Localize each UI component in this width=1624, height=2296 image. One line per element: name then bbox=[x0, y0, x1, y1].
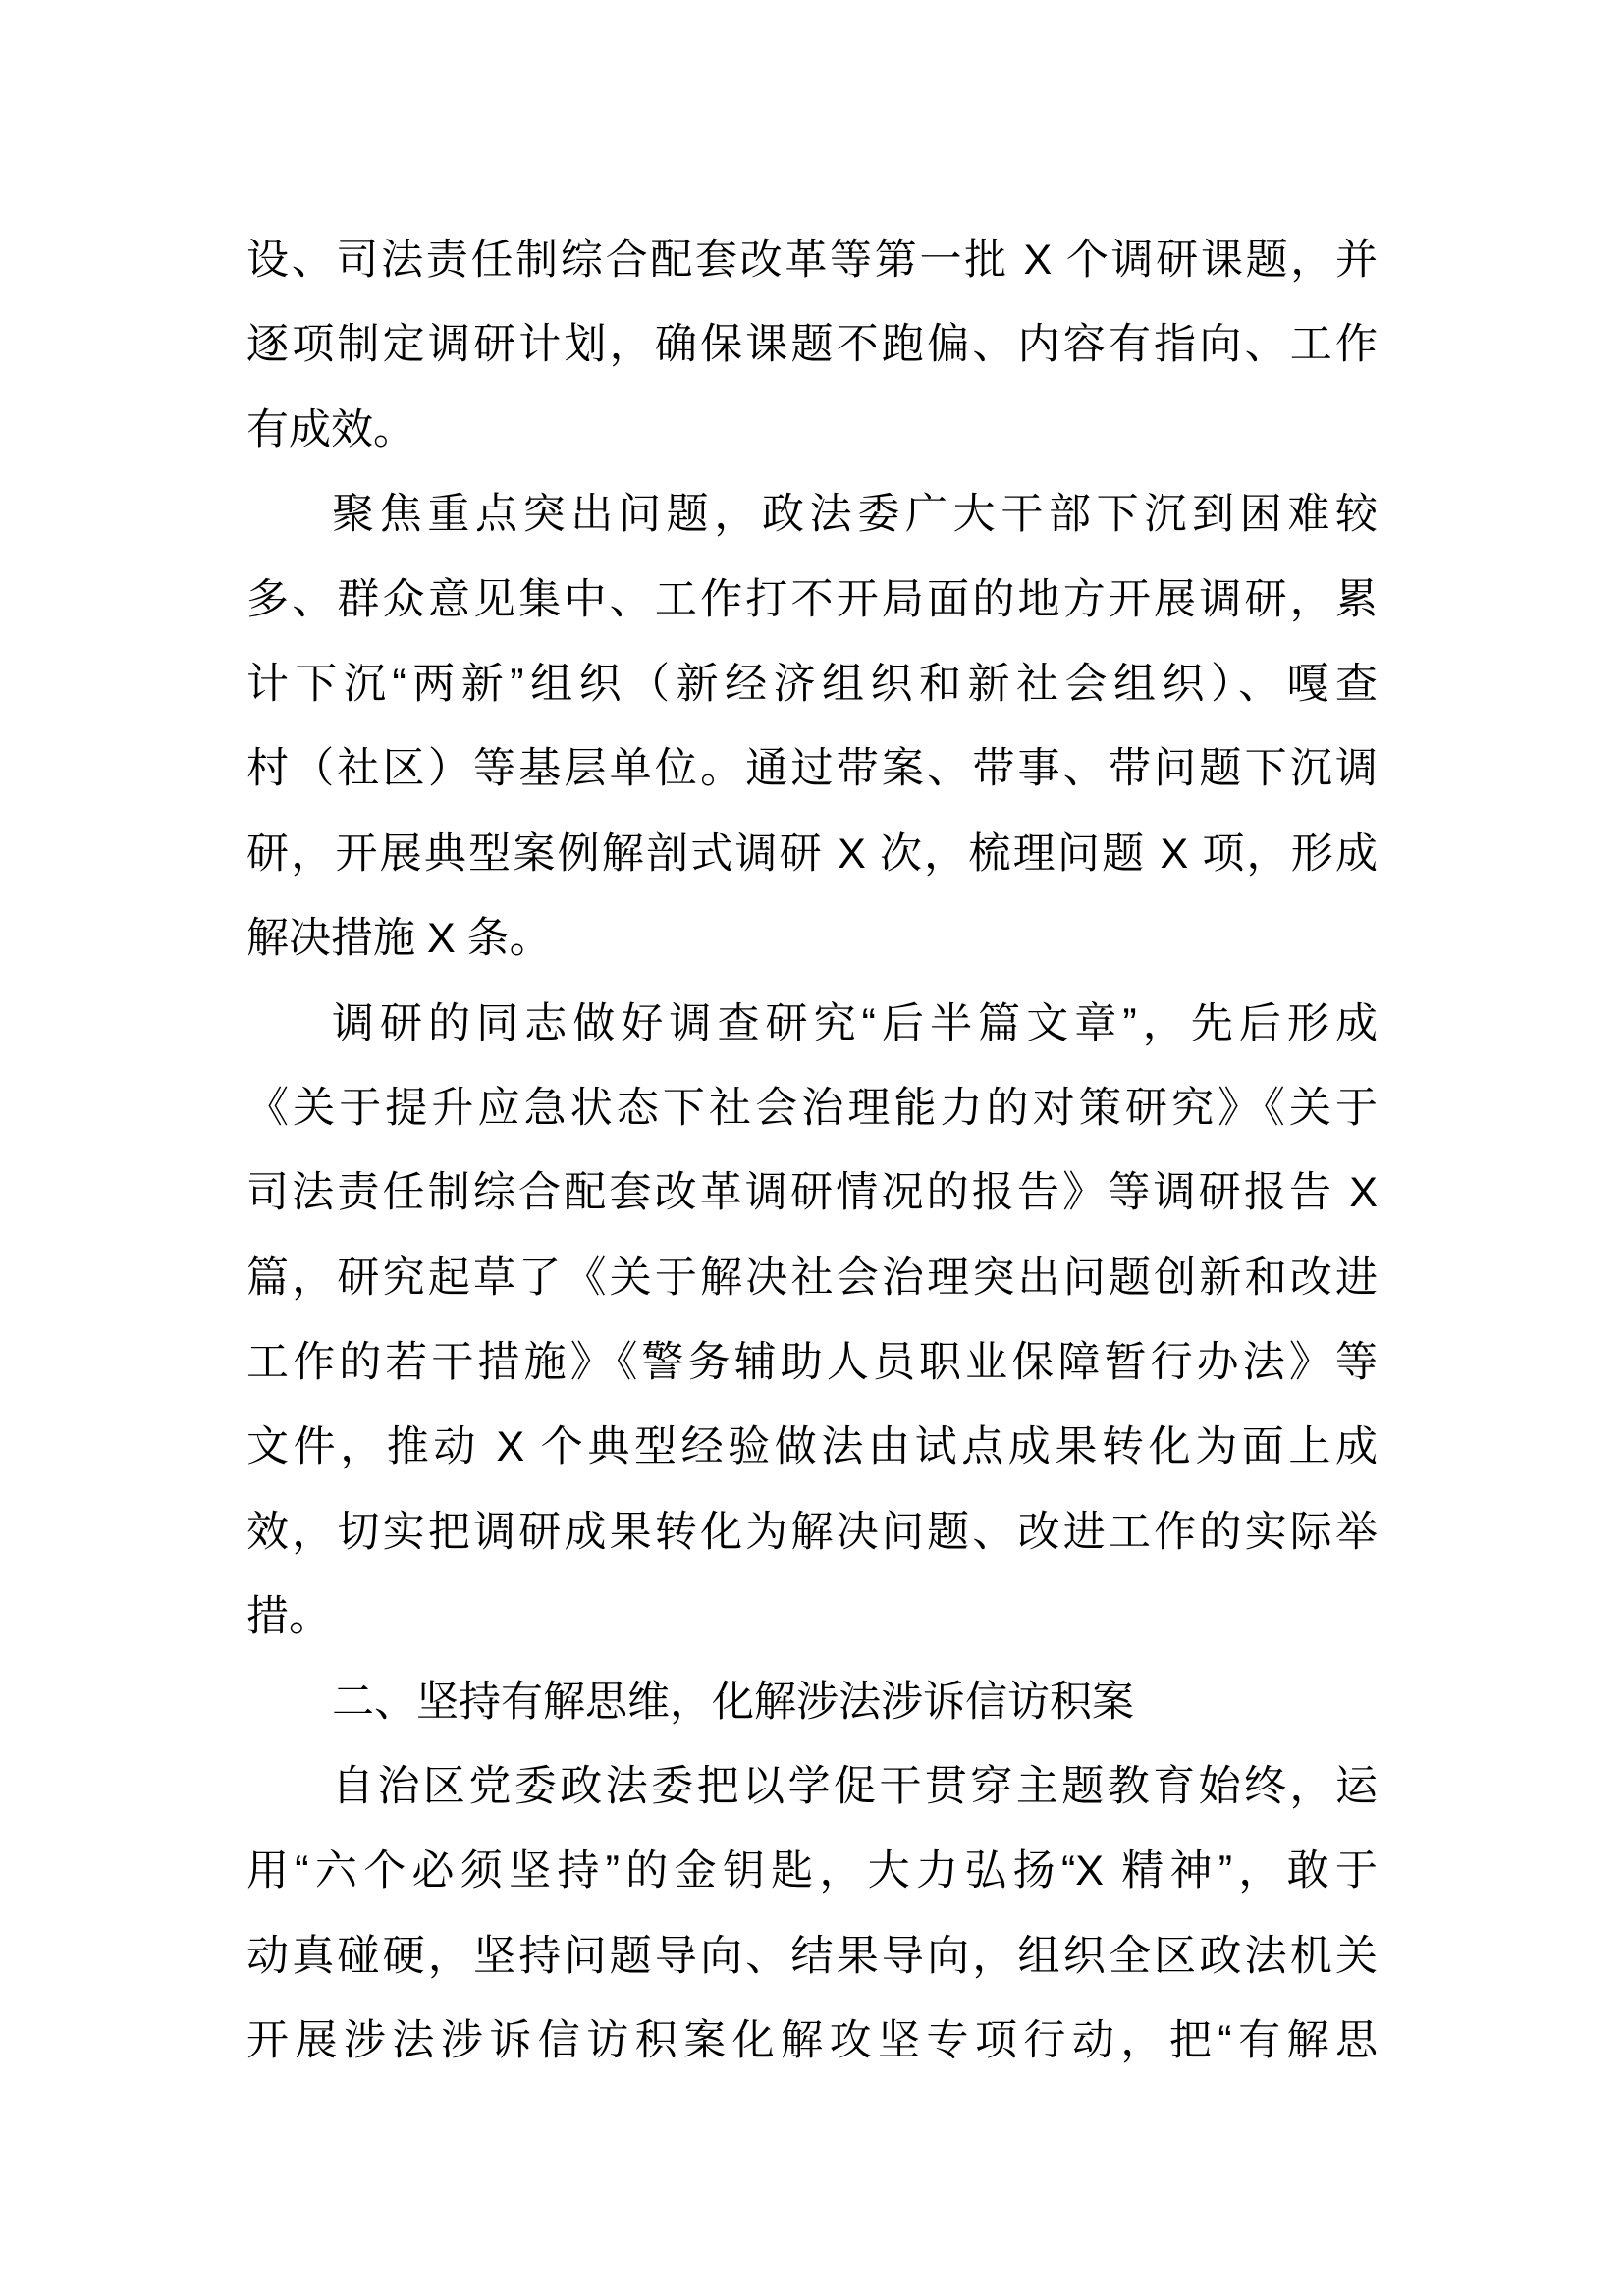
text-line: 效，切实把调研成果转化为解决问题、改进工作的实际举 bbox=[246, 1508, 1378, 1556]
text-line: 自治区党委政法委把以学促干贯穿主题教育始终，运 bbox=[332, 1763, 1378, 1811]
document-text-block bbox=[246, 218, 1378, 2084]
text-line: 计下沉“两新”组织（新经济组织和新社会组织）、嘎查 bbox=[246, 660, 1378, 708]
text-line: 村（社区）等基层单位。通过带案、带事、带问题下沉调 bbox=[246, 745, 1378, 793]
text-line: 有成效。 bbox=[246, 405, 415, 454]
text-line: 开展涉法涉诉信访积案化解攻坚专项行动，把“有解思 bbox=[246, 2017, 1378, 2065]
section-2-heading: 二、坚持有解思维，化解涉法涉诉信访积案 bbox=[332, 1678, 1134, 1726]
text-line: 调研的同志做好调查研究“后半篇文章”，先后形成 bbox=[332, 999, 1378, 1047]
text-line: 研，开展典型案例解剖式调研 X 次，梳理问题 X 项，形成 bbox=[246, 829, 1378, 878]
text-line: 《关于提升应急状态下社会治理能力的对策研究》《关于 bbox=[246, 1084, 1378, 1132]
text-line: 解决措施 X 条。 bbox=[246, 915, 552, 963]
text-line: 设、司法责任制综合配套改革等第一批 X 个调研课题，并 bbox=[246, 237, 1378, 284]
text-line: 动真碰硬，坚持问题导向、结果导向，组织全区政法机关 bbox=[246, 1932, 1378, 1980]
text-line: 多、群众意见集中、工作打不开局面的地方开展调研，累 bbox=[246, 575, 1378, 623]
text-line: 用“六个必须坚持”的金钥匙，大力弘扬“X 精神”，敢于 bbox=[246, 1847, 1378, 1896]
text-line: 逐项制定调研计划，确保课题不跑偏、内容有指向、工作 bbox=[246, 321, 1378, 369]
text-line: 司法责任制综合配套改革调研情况的报告》等调研报告 X bbox=[246, 1169, 1378, 1217]
text-line: 措。 bbox=[246, 1593, 331, 1641]
text-line: 聚焦重点突出问题，政法委广大干部下沉到困难较 bbox=[332, 491, 1378, 539]
text-line: 文件，推动 X 个典型经验做法由试点成果转化为面上成 bbox=[246, 1423, 1378, 1471]
text-line: 工作的若干措施》《警务辅助人员职业保障暂行办法》等 bbox=[246, 1339, 1378, 1387]
text-line: 篇，研究起草了《关于解决社会治理突出问题创新和改进 bbox=[246, 1254, 1378, 1302]
